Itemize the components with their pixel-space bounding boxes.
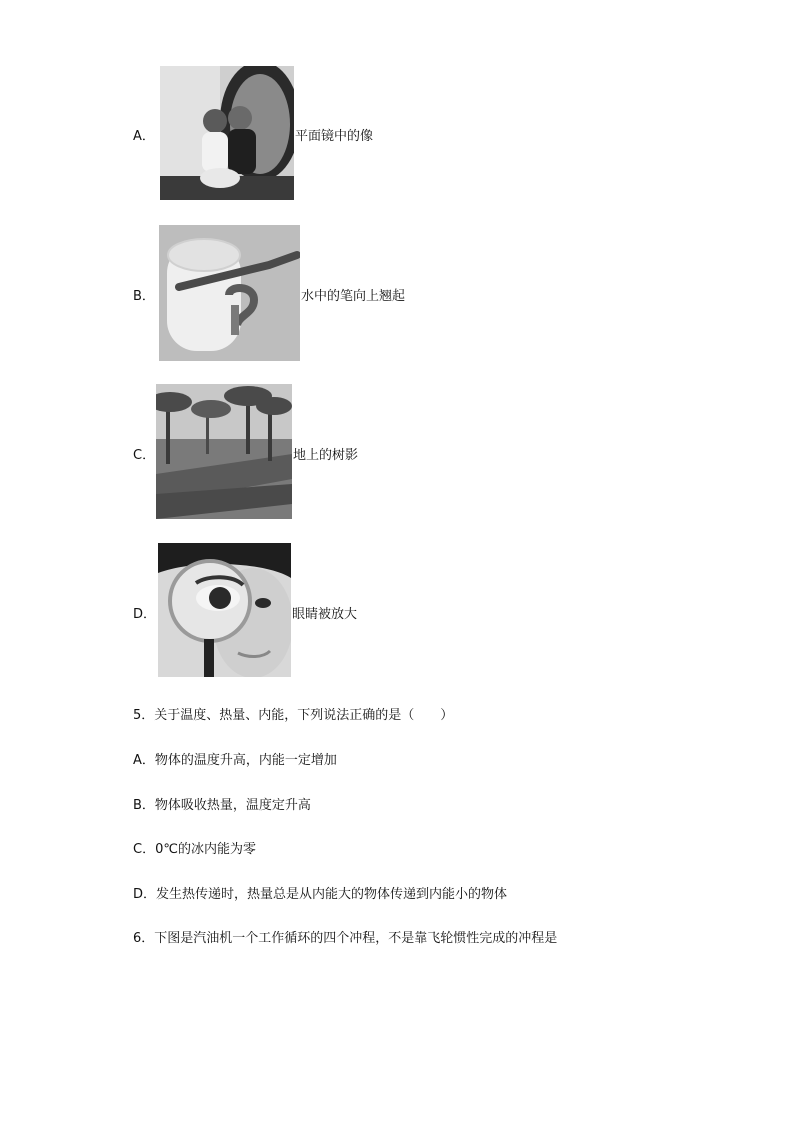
tree-shadow-photo: [156, 384, 292, 519]
children-mirror-photo: [160, 66, 294, 200]
option-b-letter: B．: [133, 289, 155, 304]
question-5-option-d: D．发生热传递时，热量总是从内能大的物体传递到内能小的物体: [133, 887, 508, 902]
question-5-option-a: A．物体的温度升高，内能一定增加: [133, 753, 337, 768]
option-c-letter: C．: [133, 448, 156, 463]
magnifier-eye-photo: [158, 543, 291, 677]
option-d-letter: D．: [133, 607, 157, 622]
question-5-option-b: B．物体吸收热量，温度定升高: [133, 798, 311, 813]
option-d-caption: 眼睛被放大: [292, 607, 358, 622]
option-c-caption: 地上的树影: [293, 448, 359, 463]
option-a-letter: A．: [133, 129, 155, 144]
option-a-caption: 平面镜中的像: [295, 129, 374, 144]
option-b-caption: 水中的笔向上翘起: [301, 289, 406, 304]
question-6-stem: 6．下图是汽油机一个工作循环的四个冲程，不是靠飞轮惯性完成的冲程是: [133, 931, 558, 946]
pen-in-water-photo: [159, 225, 300, 361]
question-5-option-c: C．0℃的冰内能为零: [133, 842, 256, 857]
question-5-stem: 5．关于温度、热量、内能，下列说法正确的是（ ）: [133, 708, 454, 723]
